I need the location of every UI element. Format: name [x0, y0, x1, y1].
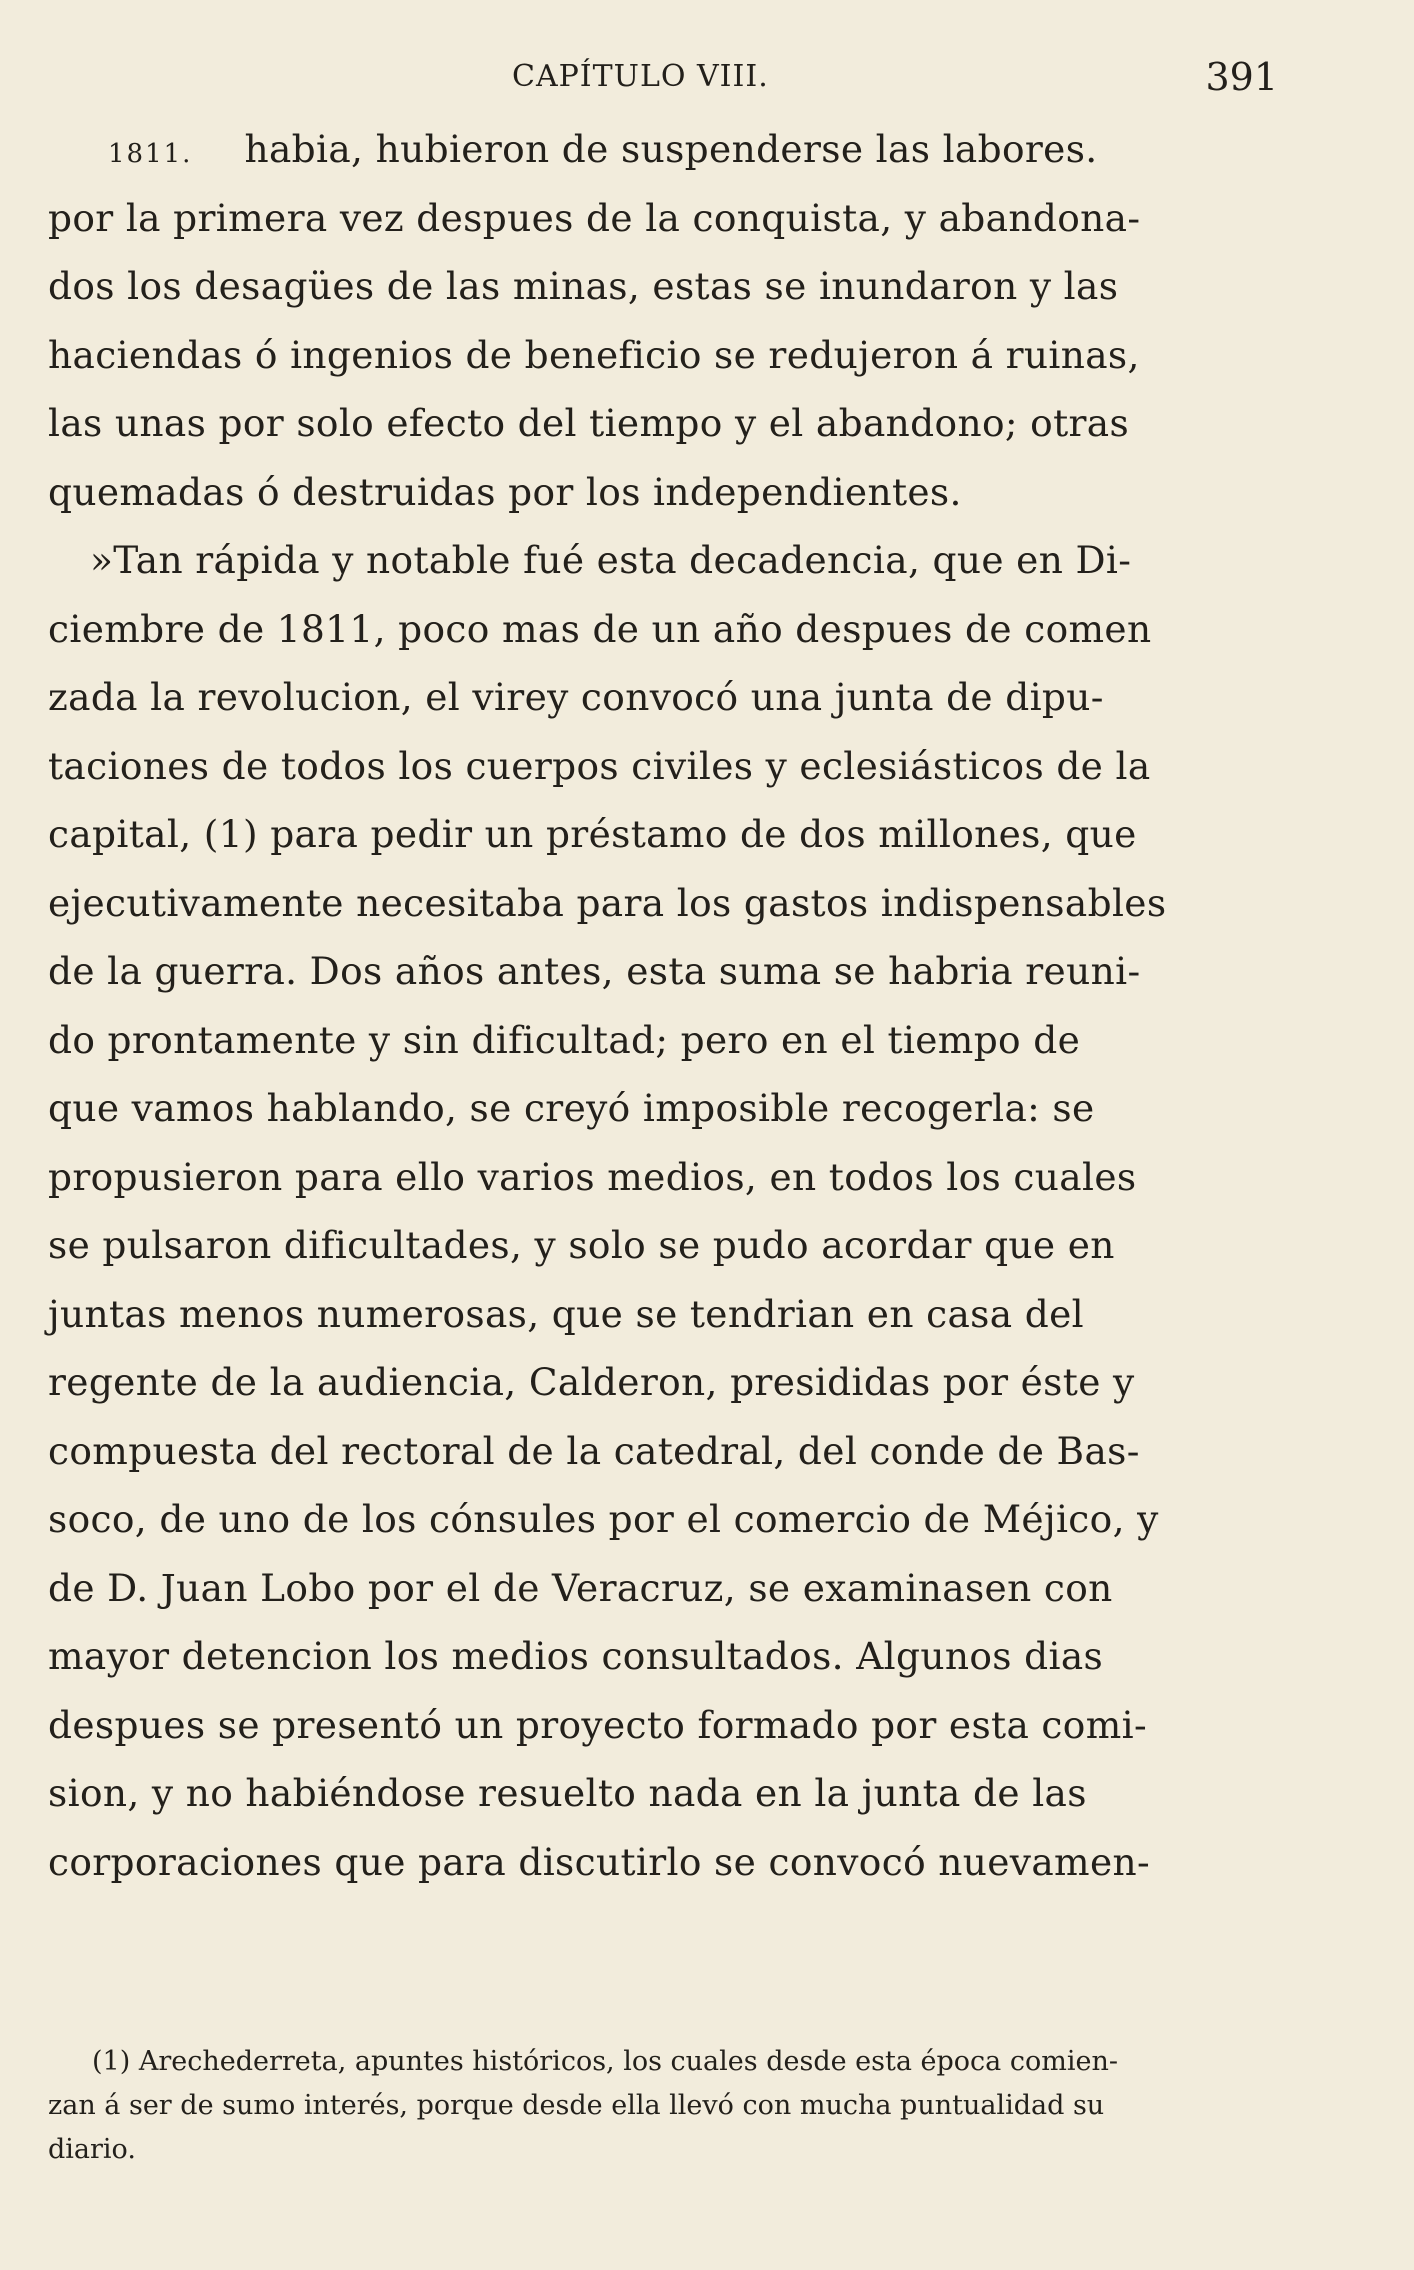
text-line: por la primera vez despues de la conquista, y abandona-: [48, 195, 1141, 240]
page-number: 391: [1205, 55, 1278, 99]
text-line: las unas por solo efecto del tiempo y el abandono; otras: [48, 401, 1130, 445]
text-line: propusieron para ello varios medios, en todos los cuales: [48, 1154, 1137, 1199]
text-line: que vamos hablando, se creyó imposible recogerla: se: [48, 1086, 1095, 1130]
text-line: se pulsaron dificultades, y solo se pudo acordar que en: [48, 1223, 1115, 1267]
text-line: juntas menos numerosas, que se tendrian en casa del: [48, 1291, 1084, 1336]
footnote-line: (1) Arechederreta, apuntes históricos, los cuales desde esta época comien-: [92, 2046, 1118, 2077]
text-line: haciendas ó ingenios de beneficio se redujeron á ruinas,: [48, 332, 1140, 377]
text-line: ciembre de 1811, poco mas de un año despues de comen: [48, 606, 1152, 651]
text-line: zada la revolucion, el virey convocó una junta de dipu-: [48, 675, 1104, 719]
text-line: soco, de uno de los cónsules por el comercio de Méjico, y: [48, 1497, 1159, 1541]
footnote-line: zan á ser de sumo interés, porque desde ella llevó con mucha puntualidad su: [48, 2090, 1105, 2121]
paragraph-start-line: »Tan rápida y notable fué esta decadencia, que en Di-: [90, 538, 1132, 582]
text-line: dos los desagües de las minas, estas se inundaron y las: [48, 264, 1119, 308]
text-line: corporaciones que para discutirlo se convocó nuevamen-: [48, 1839, 1151, 1884]
text-line: regente de la audiencia, Calderon, presididas por éste y: [48, 1360, 1135, 1404]
footnote-line: diario.: [48, 2134, 136, 2165]
text-line: mayor detencion los medios consultados. Algunos dias: [48, 1634, 1104, 1678]
text-line: do prontamente y sin dificultad; pero en el tiempo de: [48, 1017, 1081, 1062]
text-line: quemadas ó destruidas por los independientes.: [48, 469, 962, 514]
text-line-content: habia, hubieron de suspenderse las labores.: [244, 127, 1098, 171]
footnote: [48, 2040, 1288, 2172]
text-line: compuesta del rectoral de la catedral, del conde de Bas-: [48, 1428, 1140, 1473]
running-head: [0, 52, 1414, 102]
text-line: de D. Juan Lobo por el de Veracruz, se examinasen con: [48, 1565, 1113, 1610]
year-marginal-note: 1811.: [108, 139, 193, 169]
text-line: despues se presentó un proyecto formado por esta comi-: [48, 1702, 1147, 1747]
text-line: de la guerra. Dos años antes, esta suma se habria reuni-: [48, 949, 1141, 993]
text-line: capital, (1) para pedir un préstamo de dos millones, que: [48, 812, 1137, 856]
body-text: [48, 115, 1288, 1896]
chapter-heading: CAPÍTULO VIII.: [512, 59, 769, 94]
text-line: [48, 115, 1288, 184]
text-line: taciones de todos los cuerpos civiles y eclesiásticos de la: [48, 743, 1151, 788]
text-line: ejecutivamente necesitaba para los gastos indispensables: [48, 880, 1167, 925]
text-line: sion, y no habiéndose resuelto nada en la junta de las: [48, 1771, 1087, 1815]
